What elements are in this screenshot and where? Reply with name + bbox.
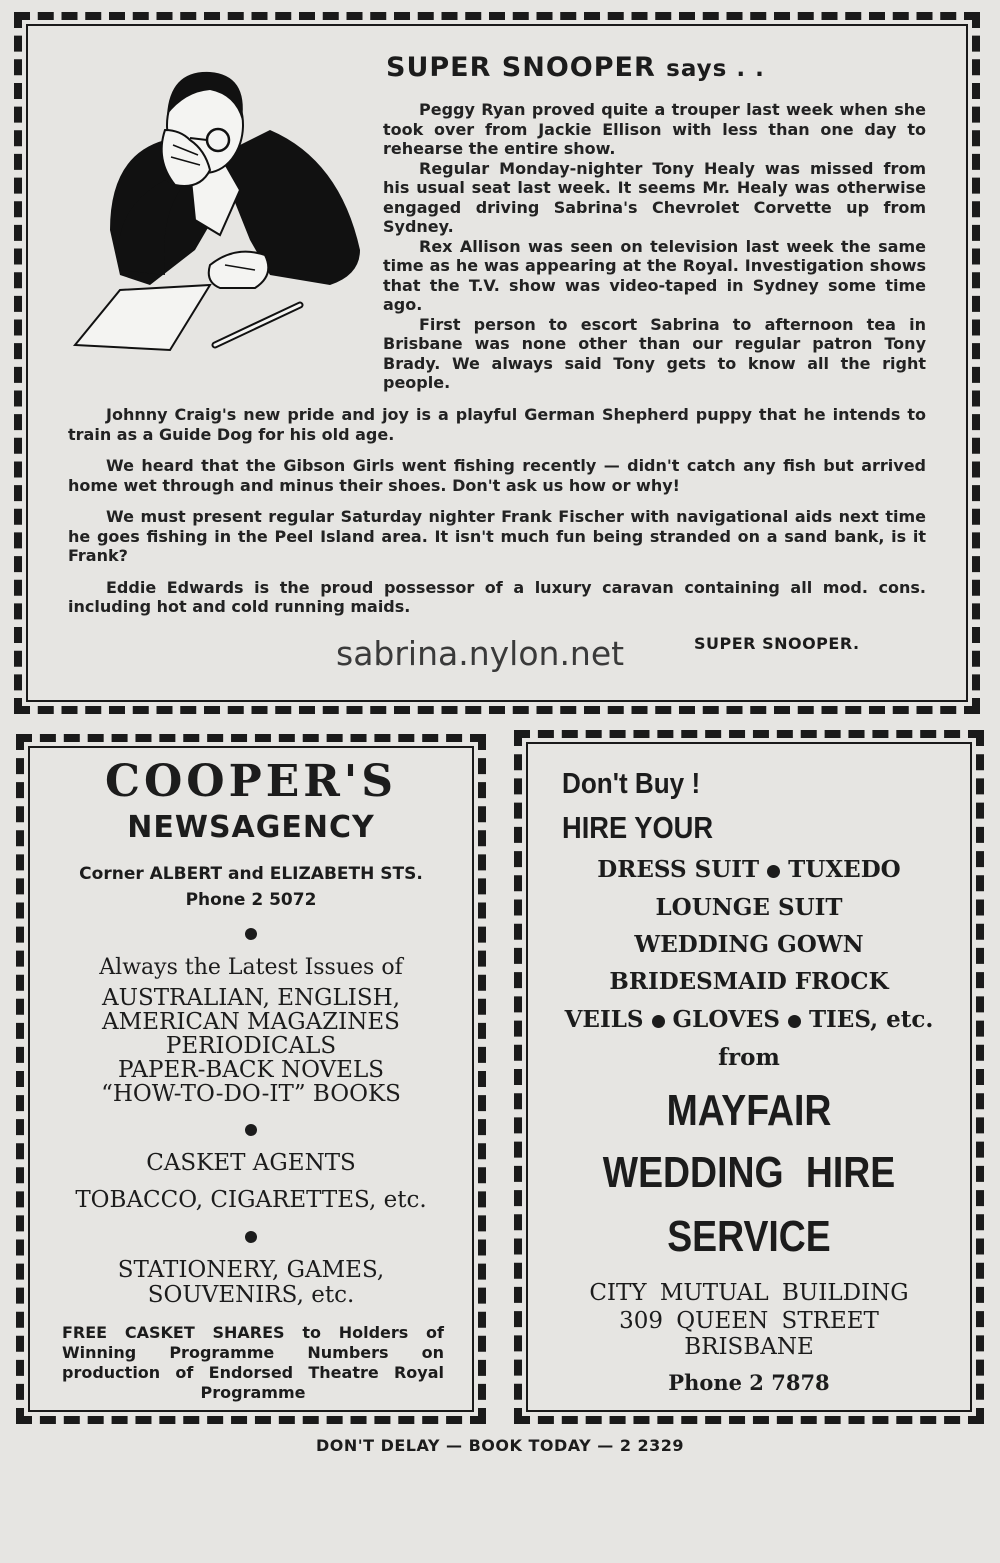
mayfair-item-row (514, 1006, 984, 1033)
coopers-name: COOPER'S (104, 756, 398, 807)
mayfair-name-line-1: MAYFAIR (666, 1086, 832, 1135)
product-line: STATIONERY, GAMES, (117, 1257, 385, 1283)
coopers-product-list (16, 986, 486, 1106)
snooper-heading (386, 52, 765, 83)
paragraph: Johnny Craig's new pride and joy is a playful German Shepherd puppy that he intends to train as a Guide Dog for his old age. (68, 405, 926, 444)
paragraph: Eddie Edwards is the proud possessor of a luxury caravan containing all mod. cons. including hot and cold running maids. (68, 577, 926, 616)
product-line: AUSTRALIAN, ENGLISH, (101, 985, 401, 1011)
coopers-free-shares-note: FREE CASKET SHARES to Holders of Winning Programme Numbers on production of Endorsed Theatre Royal Programme (62, 1323, 444, 1402)
mayfair-from: from (718, 1044, 780, 1071)
hire-item: TIES, etc. (808, 1006, 934, 1033)
coopers-latest: Always the Latest Issues of (99, 955, 403, 980)
hire-item: BRIDESMAID FROCK (609, 968, 889, 995)
mayfair-dont-buy: Don't Buy ! (562, 768, 701, 800)
mayfair-building: CITY MUTUAL BUILDING (589, 1280, 909, 1306)
product-line: AMERICAN MAGAZINES (102, 1009, 400, 1035)
paragraph: We heard that the Gibson Girls went fishing recently — didn't catch any fish but arrived home wet through and minus their shoes. Don't ask us how or why! (68, 456, 926, 495)
hire-item: DRESS SUIT (597, 856, 760, 883)
snooper-cartoon-illustration (70, 60, 370, 360)
coopers-phone: Phone 2 5072 (185, 890, 317, 910)
product-line: PERIODICALS (165, 1033, 337, 1059)
bullet-icon (16, 1231, 486, 1243)
snooper-title-suffix: says . . (666, 56, 765, 82)
bullet-icon (16, 928, 486, 940)
mayfair-item-row (514, 856, 984, 883)
bullet-icon (767, 865, 780, 878)
coopers-subtitle: NEWSAGENCY (127, 810, 375, 845)
paragraph: Rex Allison was seen on television last week the same time as he was appearing at the Royal. Investigation shows that the T.V. show was video-taped in Sydney some time ago. (383, 236, 926, 314)
mayfair-name-line-2: WEDDING HIRE (602, 1148, 896, 1197)
mayfair-city: BRISBANE (684, 1334, 814, 1360)
snooper-column-text (383, 100, 926, 393)
paragraph: Peggy Ryan proved quite a trouper last week when she took over from Jackie Ellison with less than one day to rehearse the entire show. (383, 100, 926, 158)
snooper-full-text (68, 405, 926, 629)
product-line: PAPER-BACK NOVELS (118, 1057, 384, 1083)
bullet-icon (16, 1124, 486, 1136)
hire-item: WEDDING GOWN (634, 931, 864, 958)
hire-item: LOUNGE SUIT (655, 894, 843, 921)
coopers-tobacco: TOBACCO, CIGARETTES, etc. (75, 1187, 427, 1213)
bullet-icon (788, 1015, 801, 1028)
mayfair-name-line-3: SERVICE (667, 1212, 831, 1261)
product-line: SOUVENIRS, etc. (147, 1282, 355, 1308)
coopers-casket-agents: CASKET AGENTS (146, 1150, 356, 1176)
paragraph: Regular Monday-nighter Tony Healy was missed from his usual seat last week. It seems Mr. Healy was otherwise engaged driving Sabrina's Chevrolet Corvette up from Sydney. (383, 158, 926, 236)
hire-item: VEILS (564, 1006, 644, 1033)
footer-booking-line: DON'T DELAY — BOOK TODAY — 2 2329 (315, 1436, 685, 1455)
hire-item: TUXEDO (788, 856, 901, 883)
paragraph: We must present regular Saturday nighter Frank Fischer with navigational aids next time he goes fishing in the Peel Island area. It isn't much fun being stranded on a sand bank, is it Frank? (68, 507, 926, 565)
bullet-icon (652, 1015, 665, 1028)
mayfair-phone: Phone 2 7878 (668, 1370, 830, 1395)
snooper-signature: SUPER SNOOPER. (694, 634, 860, 653)
product-line: “HOW-TO-DO-IT” BOOKS (101, 1081, 401, 1107)
hire-item: GLOVES (672, 1006, 780, 1033)
mayfair-street: 309 QUEEN STREET (619, 1308, 879, 1334)
snooper-title: SUPER SNOOPER (386, 52, 656, 83)
watermark: sabrina.nylon.net (336, 634, 625, 673)
coopers-address: Corner ALBERT and ELIZABETH STS. (79, 864, 423, 884)
coopers-stationery (16, 1258, 486, 1308)
paragraph: First person to escort Sabrina to afternoon tea in Brisbane was none other than our regular patron Tony Brady. We always said Tony gets to know all the right people. (383, 314, 926, 392)
mayfair-hire-your: HIRE YOUR (562, 810, 714, 845)
